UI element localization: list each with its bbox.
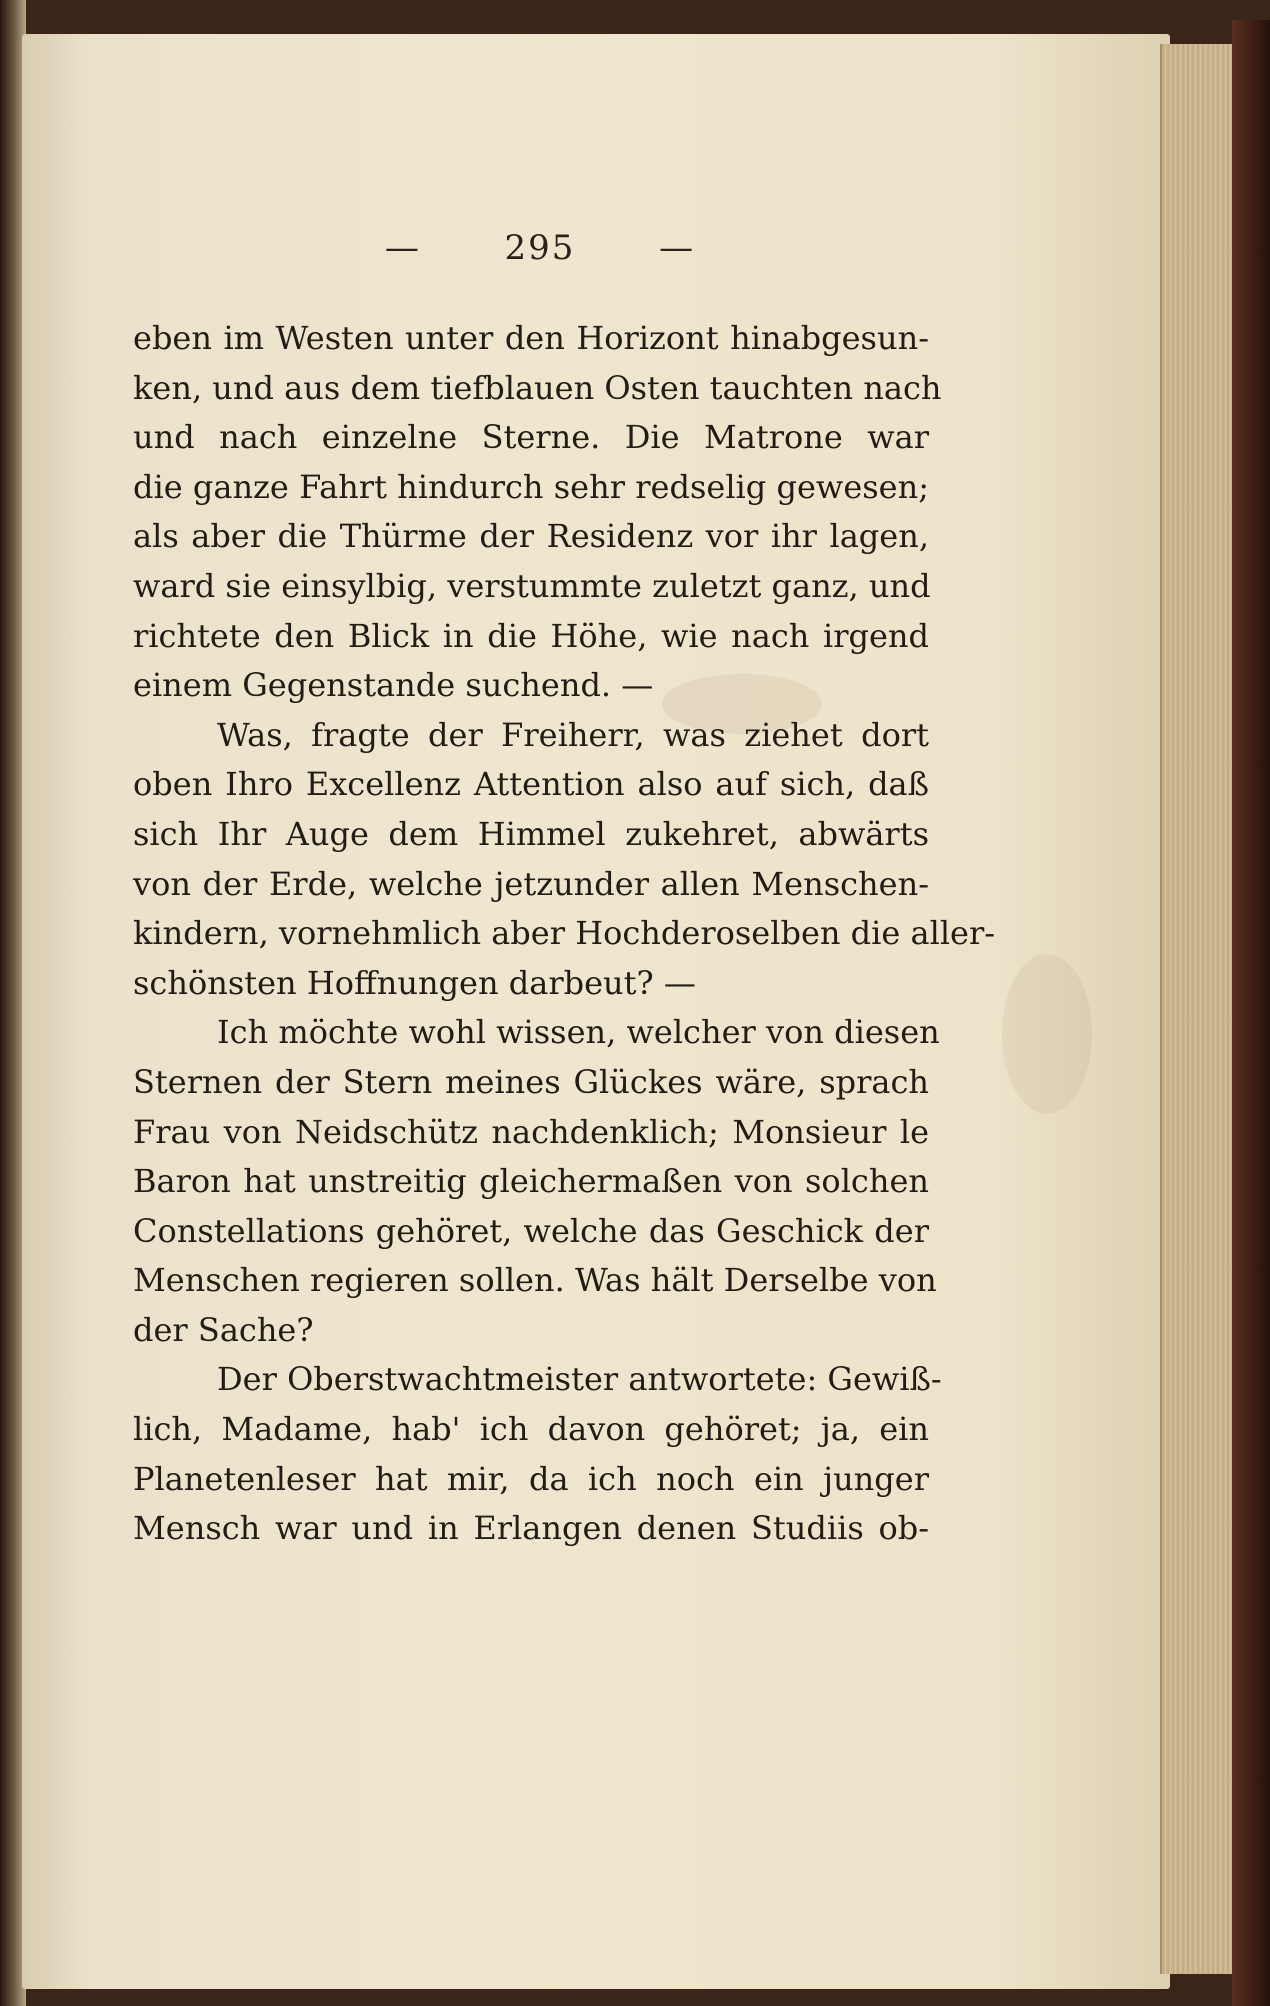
- paper-stain: [1002, 954, 1092, 1114]
- paragraph-start-line: Ich möchte wohl wissen, welcher von diesen: [217, 1013, 940, 1052]
- page-number: 295: [504, 228, 576, 268]
- text-line: ward sie einsylbig, verstummte zuletzt ganz, und: [133, 566, 931, 605]
- text-line: und nach einzelne Sterne. Die Matrone war: [133, 418, 929, 457]
- page-edges: [1160, 44, 1236, 1974]
- text-line: eben im Westen unter den Horizont hinabgesun-: [133, 319, 929, 357]
- text-line: Baron hat unstreitig gleichermaßen von solchen: [133, 1162, 929, 1201]
- text-line: als aber die Thürme der Residenz vor ihr lagen,: [133, 517, 929, 556]
- header-dash-left: —: [384, 228, 421, 268]
- text-line: sich Ihr Auge dem Himmel zukehret, abwärts: [133, 814, 929, 853]
- text-line: der Sache?: [133, 1310, 314, 1349]
- text-line: lich, Madame, hab' ich davon gehöret; ja, ein: [133, 1410, 929, 1449]
- text-line: Menschen regieren sollen. Was hält Derselbe von: [133, 1261, 937, 1300]
- text-line: die ganze Fahrt hindurch sehr redselig gewesen;: [133, 467, 929, 506]
- text-line: Frau von Neidschütz nachdenklich; Monsieur le: [133, 1112, 929, 1151]
- text-line: ken, und aus dem tiefblauen Osten tauchten nach: [133, 368, 942, 407]
- text-line: richtete den Blick in die Höhe, wie nach irgend: [133, 616, 929, 655]
- body-text: [133, 314, 996, 1554]
- paragraph-start-line: Der Oberstwachtmeister antwortete: Gewiß-: [217, 1360, 942, 1399]
- header-dash-right: —: [659, 228, 696, 268]
- text-line: kindern, vornehmlich aber Hochderoselben die aller-: [133, 914, 996, 953]
- book-cover-edge: [1232, 20, 1270, 2006]
- text-line: einem Gegenstande suchend. —: [133, 666, 654, 705]
- text-line: von der Erde, welche jetzunder allen Menschen-: [133, 864, 929, 903]
- page-header: [0, 228, 1080, 268]
- paragraph-start-line: Was, fragte der Freiherr, was ziehet dort: [217, 715, 929, 754]
- text-line: oben Ihro Excellenz Attention also auf sich, daß: [133, 765, 929, 804]
- text-line: Mensch war und in Erlangen denen Studiis ob-: [133, 1509, 929, 1548]
- text-line: schönsten Hoffnungen darbeut? —: [133, 963, 696, 1002]
- text-line: Planetenleser hat mir, da ich noch ein junger: [133, 1459, 929, 1498]
- text-line: Constellations gehöret, welche das Geschick der: [133, 1211, 929, 1250]
- text-line: Sternen der Stern meines Glückes wäre, sprach: [133, 1062, 929, 1101]
